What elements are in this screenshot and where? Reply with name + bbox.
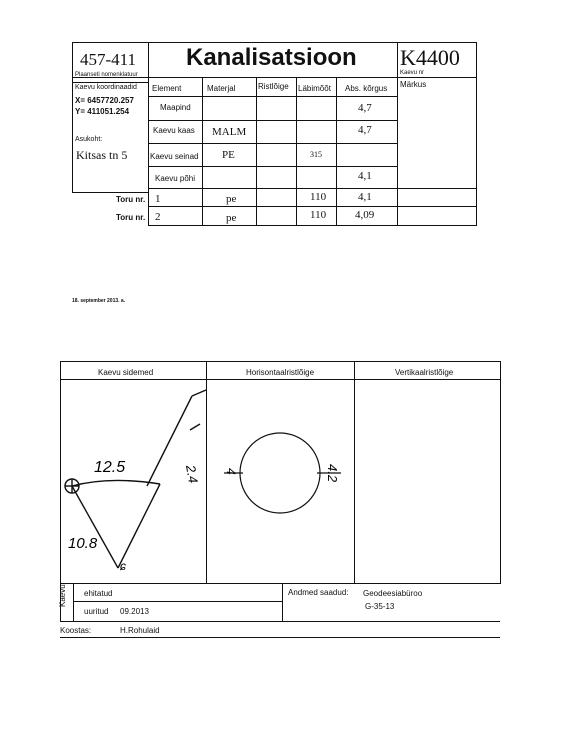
map-sheet-caption: Plaanseti nomenklatuur bbox=[75, 72, 138, 78]
row-material: MALM bbox=[212, 126, 247, 138]
compiled-value: H.Rohulaid bbox=[120, 626, 160, 635]
tie-distance-3: 2.4 bbox=[183, 463, 201, 485]
pipe-height: 4,1 bbox=[358, 191, 372, 203]
pipe-out-label: 4.2 bbox=[325, 464, 340, 483]
surveyed-date: 09.2013 bbox=[120, 607, 149, 616]
row-diameter: 315 bbox=[310, 150, 322, 159]
pipe-diameter: 110 bbox=[310, 209, 327, 221]
ties-sketch bbox=[60, 380, 206, 582]
svg-text:ɕ: ɕ bbox=[120, 559, 126, 573]
built-label: ehitatud bbox=[84, 589, 113, 598]
col-header-abs-height: Abs. kõrgus bbox=[345, 84, 388, 93]
col-header-cross-section: Ristlõige bbox=[258, 82, 289, 91]
row-height: 4,7 bbox=[358, 102, 372, 114]
pipe-diameter: 110 bbox=[310, 191, 327, 203]
location-value: Kitsas tn 5 bbox=[76, 148, 128, 162]
tie-distance-2: 10.8 bbox=[68, 535, 98, 552]
horizontal-section-sketch bbox=[207, 380, 354, 582]
coordinate-y: Y= 411051.254 bbox=[75, 107, 130, 116]
row-material: PE bbox=[222, 149, 235, 161]
surveyed-label: uuritud bbox=[84, 607, 109, 616]
footer-side-label: Kaevu bbox=[58, 584, 67, 607]
pipe-number: 1 bbox=[155, 193, 161, 205]
row-height: 4,7 bbox=[358, 124, 372, 136]
col-header-element: Element bbox=[152, 84, 182, 93]
data-source-label: Andmed saadud: bbox=[288, 588, 349, 597]
pipe-material: pe bbox=[226, 212, 237, 224]
compiled-label: Koostas: bbox=[60, 626, 92, 635]
row-element: Kaevu seinad bbox=[150, 152, 199, 161]
document-date: 18. september 2013. a. bbox=[72, 298, 126, 304]
pipe-material: pe bbox=[226, 193, 237, 205]
row-height: 4,1 bbox=[358, 170, 372, 182]
section-title-ties: Kaevu sidemed bbox=[98, 368, 154, 377]
row-element: Maapind bbox=[160, 103, 191, 112]
coordinates-label: Kaevu koordinaadid bbox=[75, 84, 137, 91]
pipe-in-label: 4 bbox=[224, 468, 238, 475]
coordinate-x: X= 6457720.257 bbox=[75, 96, 134, 105]
location-label: Asukoht: bbox=[75, 136, 103, 143]
pipe-label: Toru nr. bbox=[116, 195, 146, 204]
pipe-height: 4,09 bbox=[355, 209, 375, 221]
tie-distance-1: 12.5 bbox=[94, 459, 126, 476]
well-number: K4400 bbox=[400, 45, 460, 70]
row-element: Kaevu kaas bbox=[153, 126, 195, 135]
col-header-material: Materjal bbox=[207, 84, 236, 93]
well-number-caption: Kaevu nr bbox=[400, 70, 425, 76]
section-title-vertical: Vertikaalristlõige bbox=[395, 368, 454, 377]
data-source-code: G-35-13 bbox=[365, 602, 395, 611]
map-sheet-code: 457-411 bbox=[80, 50, 137, 69]
col-header-diameter: Läbimõõt bbox=[298, 84, 331, 93]
section-title-horizontal: Horisontaalristlõige bbox=[246, 368, 315, 377]
pipe-number: 2 bbox=[155, 211, 161, 223]
page-title: Kanalisatsioon bbox=[186, 44, 357, 71]
data-source-value: Geodeesiabüroo bbox=[363, 589, 423, 598]
col-header-remark: Märkus bbox=[400, 80, 427, 89]
pipe-label: Toru nr. bbox=[116, 213, 146, 222]
row-element: Kaevu põhi bbox=[155, 174, 196, 183]
